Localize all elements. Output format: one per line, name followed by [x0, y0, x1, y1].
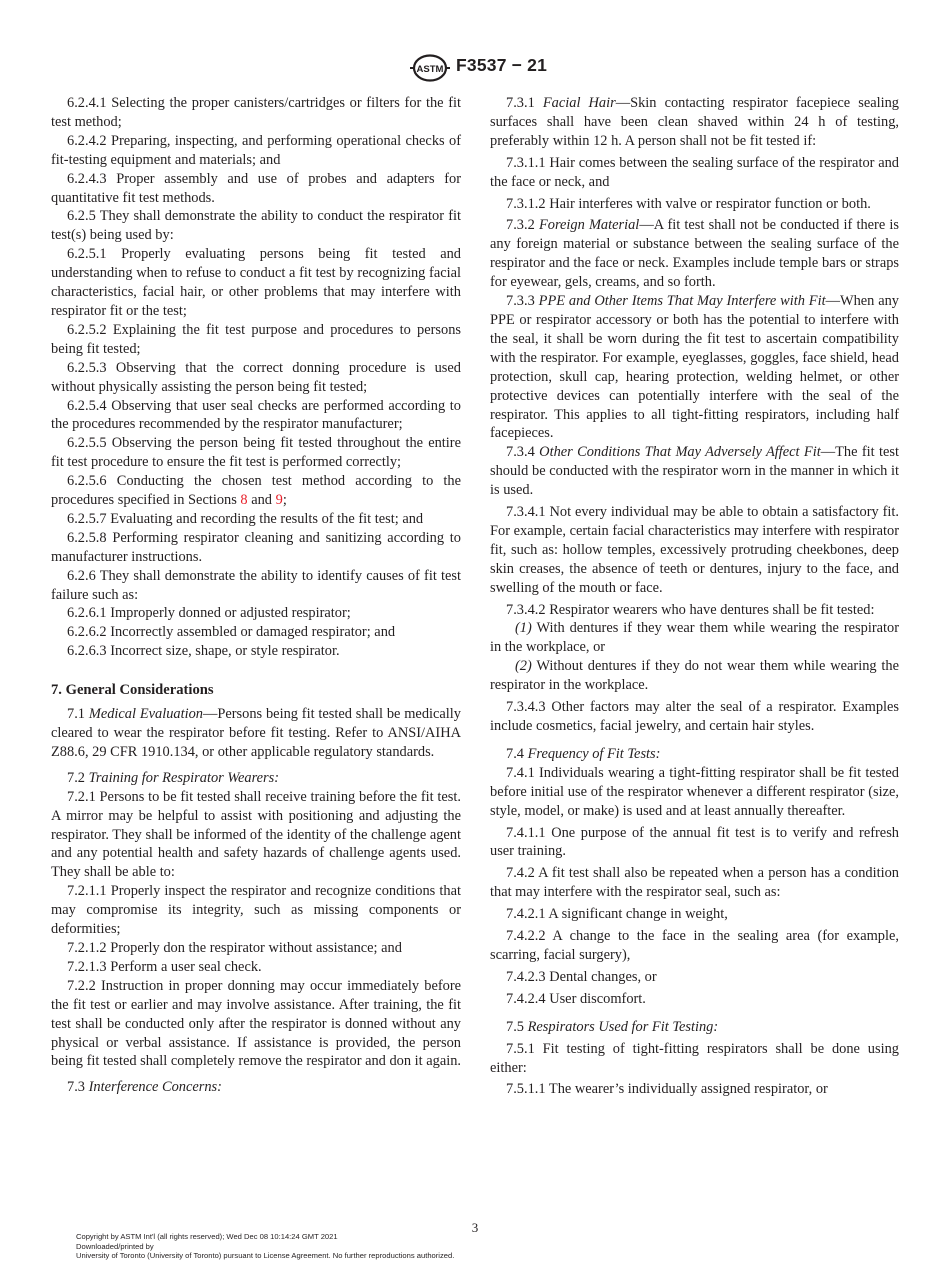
paragraph: 6.2.5.1 Properly evaluating persons being fit tested and understanding when to refuse to conduct a fit test by recognizing facial characteristics, facial hair, or other problems that may interfere with respirator fit or the test;: [51, 246, 461, 319]
paragraph: 6.2.6.1 Improperly donned or adjusted respirator;: [67, 605, 351, 622]
section-heading: 7. General Considerations: [51, 682, 214, 699]
footer-line: Downloaded/printed by: [76, 1241, 154, 1251]
copyright-footer: [76, 1232, 454, 1261]
paragraph: 7.3.4.3 Other factors may alter the seal of a respirator. Examples include cosmetics, facial jewelry, and certain hair styles.: [490, 699, 900, 734]
paragraph: 6.2.4.2 Preparing, inspecting, and performing operational checks of fit-testing equipment and materials; and: [51, 132, 461, 168]
footer-line: University of Toronto (University of Toronto) pursuant to License Agreement. No further reproductions authorized.: [76, 1251, 455, 1261]
paragraph: 7.2.1.1 Properly inspect the respirator and recognize conditions that may compromise its integrity, such as missing components or deformities;: [51, 883, 461, 938]
paragraph: 7.2.1 Persons to be fit tested shall receive training before the fit test. A mirror may be helpful to assist with positioning and adjusting the respirator. They shall be informed of the identity of the challenge agent and any potential health and safety hazards of challenge agents used. They shall be able to:: [51, 788, 461, 881]
paragraph: 7.3.1.2 Hair interferes with valve or respirator function or both.: [506, 195, 871, 212]
section-link[interactable]: 9: [275, 492, 283, 509]
paragraph: 7.5.1 Fit testing of tight-fitting respirators shall be done using either:: [490, 1040, 899, 1076]
paragraph: (2) Without dentures if they do not wear them while wearing the respirator in the workplace.: [490, 658, 899, 694]
paragraph: 6.2.6.3 Incorrect size, shape, or style respirator.: [67, 643, 340, 660]
paragraph: 6.2.5.5 Observing the person being fit tested throughout the entire fit test procedure to ensure the fit test is performed correctly;: [51, 435, 461, 471]
paragraph: 7.2.2 Instruction in proper donning may occur immediately before the fit test or earlier and may involve assistance. After training, the fit test shall be conducted only after the respirator is donned without any physical or verbal assistance. If assistance is provided, the person being fit tested shall completely remove the respirator and don it again.: [51, 977, 462, 1070]
paragraph: 7.4.2.2 A change to the face in the sealing area (for example, scarring, facial surgery),: [490, 928, 899, 963]
paragraph: 7.2.1.2 Properly don the respirator without assistance; and: [67, 939, 402, 956]
paragraph: 6.2.6.2 Incorrectly assembled or damaged respirator; and: [67, 624, 396, 641]
paragraph: (1) With dentures if they wear them while wearing the respirator in the workplace, or: [490, 620, 900, 656]
paragraph: 6.2.4.3 Proper assembly and use of probes and adapters for quantitative fit test methods.: [51, 170, 461, 206]
paragraph: 6.2.5.7 Evaluating and recording the results of the fit test; and: [67, 510, 424, 527]
paragraph: 7.3.4.2 Respirator wearers who have dentures shall be fit tested:: [506, 601, 875, 618]
paragraph: 7.4.2.3 Dental changes, or: [506, 968, 657, 985]
paragraph: 7.4 Frequency of Fit Tests:: [506, 745, 661, 762]
paragraph: 7.3.4 Other Conditions That May Adversely Affect Fit—The fit test should be conducted with the respirator worn in the manner in which it is used.: [490, 444, 899, 499]
standard-designation: F3537 − 21: [456, 55, 548, 75]
page-header: [0, 54, 950, 84]
paragraph: 7.4.2 A fit test shall also be repeated when a person has a condition that may interfere with the respirator seal, such as:: [490, 865, 899, 901]
paragraph: 7.4.1 Individuals wearing a tight-fitting respirator shall be fit tested before initial use of the respirator whenever a different respirator (size, style, model, or make) is used and at least annually thereafter.: [490, 764, 899, 819]
paragraph: 7.4.2.4 User discomfort.: [506, 990, 646, 1007]
paragraph: 7.3.4.1 Not every individual may be able to obtain a satisfactory fit. For example, certain facial characteristics may interfere with respirator fit, such as: hollow temples, excessively protruding cheekbones, deep skin creases, the absence of teeth or dentures, injury to the face, and swelling of the mouth or face.: [490, 504, 899, 596]
paragraph: 7.4.1.1 One purpose of the annual fit test is to verify and refresh user training.: [490, 824, 899, 860]
paragraph: 6.2.5.3 Observing that the correct donning procedure is used without physically assisting the person being fit tested;: [51, 359, 461, 395]
svg-text:ASTM: ASTM: [416, 64, 444, 75]
paragraph: 6.2.6 They shall demonstrate the ability to identify causes of fit test failure such as:: [51, 567, 461, 603]
footer-line: Copyright by ASTM Int'l (all rights reserved); Wed Dec 08 10:14:24 GMT 2021: [76, 1232, 338, 1241]
page-number: 3: [471, 1220, 479, 1235]
left-column: [51, 94, 461, 1097]
paragraph: 6.2.5.2 Explaining the fit test purpose and procedures to persons being fit tested;: [51, 321, 461, 357]
right-column: [490, 94, 899, 1099]
paragraph: 7.5.1.1 The wearer’s individually assigned respirator, or: [506, 1081, 828, 1098]
paragraph: 7.3.2 Foreign Material—A fit test shall not be conducted if there is any foreign material or substance between the sealing surface of the respirator and the face or neck. Examples include temple bars or straps for eyewear, gels, creams, and so forth.: [490, 217, 899, 291]
paragraph: 6.2.4.1 Selecting the proper canisters/cartridges or filters for the fit test method;: [51, 95, 461, 130]
paragraph: 6.2.5.8 Performing respirator cleaning and sanitizing according to manufacturer instructions.: [51, 529, 461, 565]
paragraph: 7.1 Medical Evaluation—Persons being fit tested shall be medically cleared to wear the respirator before fit testing. Refer to ANSI/AIHA Z88.6, 29 CFR 1910.134, or other applicable regulatory standards.: [51, 706, 461, 760]
paragraph: 7.3.1.1 Hair comes between the sealing surface of the respirator and the face or neck, and: [490, 154, 899, 190]
paragraph: 7.2 Training for Respirator Wearers:: [67, 769, 280, 786]
paragraph: 7.2.1.3 Perform a user seal check.: [67, 958, 262, 975]
paragraph: 7.3.1 Facial Hair—Skin contacting respirator facepiece sealing surfaces shall have been clean shaved within 24 h of testing, preferably within 12 h. A person shall not be fit tested if:: [490, 95, 899, 149]
paragraph: 7.3.3 PPE and Other Items That May Interfere with Fit—When any PPE or respirator accessory or both has the potential to interfere with the seal, it shall be worn during the fit test to ascertain compatibility with the respirator. For example, eyeglasses, goggles, face shield, head protection, skull cap, hearing protection, welding helmet, or other protective devices can potentially interfere with the seal of the respirator. This applies to all tight-fitting respirators, including half facepieces.: [490, 293, 899, 442]
astm-logo-icon: [409, 54, 451, 82]
section-link[interactable]: 8: [240, 492, 248, 509]
paragraph: 6.2.5.6 Conducting the chosen test method according to the procedures specified in Sections 8 and 9;: [51, 473, 461, 509]
paragraph: 7.4.2.1 A significant change in weight,: [506, 906, 728, 923]
paragraph: 7.5 Respirators Used for Fit Testing:: [506, 1018, 719, 1035]
paragraph: 6.2.5.4 Observing that user seal checks are performed according to the procedures recommended by the respirator manufacturer;: [51, 397, 461, 433]
paragraph: 7.3 Interference Concerns:: [67, 1079, 222, 1096]
paragraph: 6.2.5 They shall demonstrate the ability to conduct the respirator fit test(s) being used by:: [51, 208, 461, 244]
